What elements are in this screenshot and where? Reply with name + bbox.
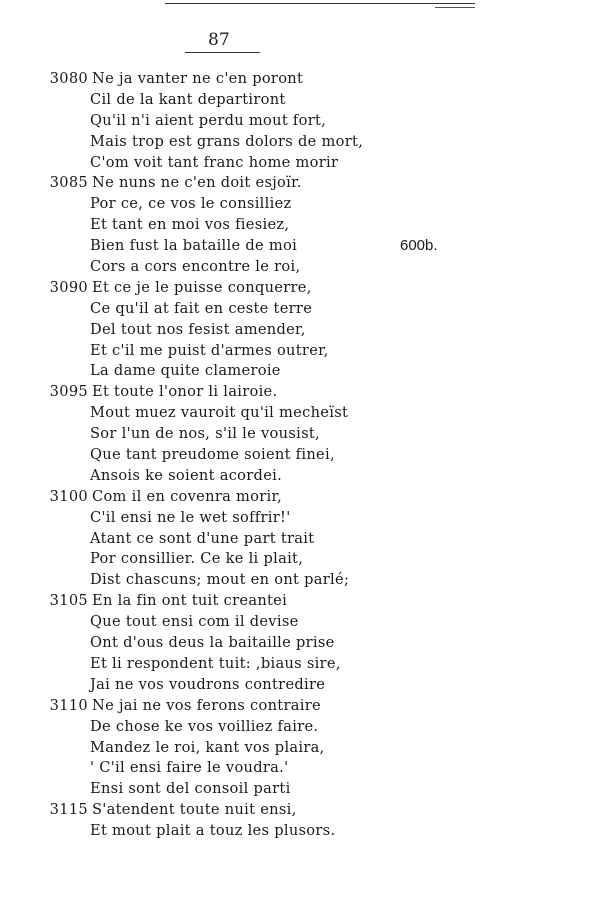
verse-text: Mais trop est grans dolors de mort, <box>90 132 364 150</box>
verse-line <box>0 236 609 257</box>
line-number: 3085 <box>49 174 88 192</box>
verse-line <box>0 341 609 362</box>
verse-line <box>0 194 609 215</box>
verse-line <box>0 591 609 612</box>
verse-text: Mout muez vauroit qu'il mecheïst <box>90 404 349 422</box>
verse-line <box>0 612 609 633</box>
verse-text: Ne ja vanter ne c'en poront <box>92 70 304 87</box>
verse-text: Com il en covenra morir, <box>92 487 283 505</box>
line-number: 3080 <box>49 70 88 87</box>
verse-text: Et tant en moi vos fiesiez, <box>90 216 290 234</box>
verse-text: ' C'il ensi faire le voudra.' <box>90 759 289 777</box>
verse-text: Ne nuns ne c'en doit esjoïr. <box>92 174 302 192</box>
verse-text: Mandez le roi, kant vos plaira, <box>90 738 325 756</box>
verse-line <box>0 508 609 529</box>
verse-text: La dame quite clameroie <box>90 362 281 380</box>
verse-line <box>0 779 609 800</box>
verse-text: Ce qu'il at fait en ceste terre <box>90 299 313 317</box>
verse-text: Et li respondent tuit: ,biaus sire, <box>90 654 341 672</box>
verse-line <box>0 361 609 382</box>
poem <box>0 69 609 842</box>
verse-line <box>0 69 609 90</box>
verse-line <box>0 821 609 842</box>
verse-line <box>0 153 609 174</box>
header-rule <box>165 3 475 4</box>
verse-line <box>0 215 609 236</box>
page-number: 87 <box>208 30 230 50</box>
verse-text: De chose ke vos voilliez faire. <box>90 717 319 735</box>
verse-line <box>0 132 609 153</box>
verse-line <box>0 320 609 341</box>
verse-text: Cil de la kant departiront <box>90 90 286 108</box>
verse-text: Et mout plait a touz les plusors. <box>90 822 336 840</box>
verse-text: Que tant preudome soient finei, <box>90 446 335 464</box>
verse-text: Atant ce sont d'une part trait <box>90 529 315 547</box>
verse-text: Et c'il me puist d'armes outrer, <box>90 341 329 359</box>
verse-line <box>0 173 609 194</box>
verse-line <box>0 90 609 111</box>
verse-text: Por consillier. Ce ke li plait, <box>90 550 304 568</box>
verse-line <box>0 278 609 299</box>
verse-line <box>0 738 609 759</box>
verse-line <box>0 299 609 320</box>
verse-text: En la fin ont tuit creantei <box>92 592 288 610</box>
verse-line <box>0 445 609 466</box>
line-number: 3090 <box>49 278 88 296</box>
verse-line <box>0 257 609 278</box>
verse-text: Que tout ensi com il devise <box>90 613 299 631</box>
verse-text: Del tout nos fesist amender, <box>90 320 306 338</box>
verse-text: S'atendent toute nuit ensi, <box>92 801 297 819</box>
verse-line <box>0 466 609 487</box>
verse-line <box>0 675 609 696</box>
verse-line <box>0 717 609 738</box>
page-number-rule <box>185 52 260 53</box>
verse-line <box>0 529 609 550</box>
verse-text: Ensi sont del consoil parti <box>90 780 291 798</box>
verse-line <box>0 549 609 570</box>
verse-text: Ne jai ne vos ferons contraire <box>92 696 321 714</box>
verse-text: Ansois ke soient acordei. <box>90 466 283 484</box>
verse-line <box>0 403 609 424</box>
verse-line <box>0 382 609 403</box>
verse-text: Ont d'ous deus la baitaille prise <box>90 634 335 652</box>
line-number: 3110 <box>49 696 88 714</box>
verse-line <box>0 800 609 821</box>
verse-text: Sor l'un de nos, s'il le vousist, <box>90 425 320 443</box>
verse-text: Por ce, ce vos le consilliez <box>90 195 292 213</box>
line-number: 3100 <box>49 487 88 505</box>
header-rule-short <box>435 7 475 8</box>
verse-line <box>0 424 609 445</box>
verse-line <box>0 487 609 508</box>
verse-text: Et toute l'onor li lairoie. <box>92 383 278 401</box>
verse-text: Bien fust la bataille de moi <box>90 237 298 255</box>
verse-line <box>0 111 609 132</box>
line-number: 3105 <box>49 592 88 610</box>
verse-text: Et ce je le puisse conquerre, <box>92 278 312 296</box>
line-number: 3095 <box>49 383 88 401</box>
verse-line <box>0 696 609 717</box>
verse-line <box>0 633 609 654</box>
line-number: 3115 <box>49 801 88 819</box>
verse-line <box>0 570 609 591</box>
verse-text: C'il ensi ne le wet soffrir!' <box>90 508 291 526</box>
verse-text: C'om voit tant franc home morir <box>90 153 339 171</box>
verse-line <box>0 758 609 779</box>
margin-note: 600b. <box>400 237 438 254</box>
verse-line <box>0 654 609 675</box>
verse-text: Dist chascuns; mout en ont parlé; <box>90 571 350 589</box>
verse-text: Qu'il n'i aient perdu mout fort, <box>90 111 327 129</box>
verse-text: Jai ne vos voudrons contredire <box>90 675 326 693</box>
verse-text: Cors a cors encontre le roi, <box>90 258 301 276</box>
